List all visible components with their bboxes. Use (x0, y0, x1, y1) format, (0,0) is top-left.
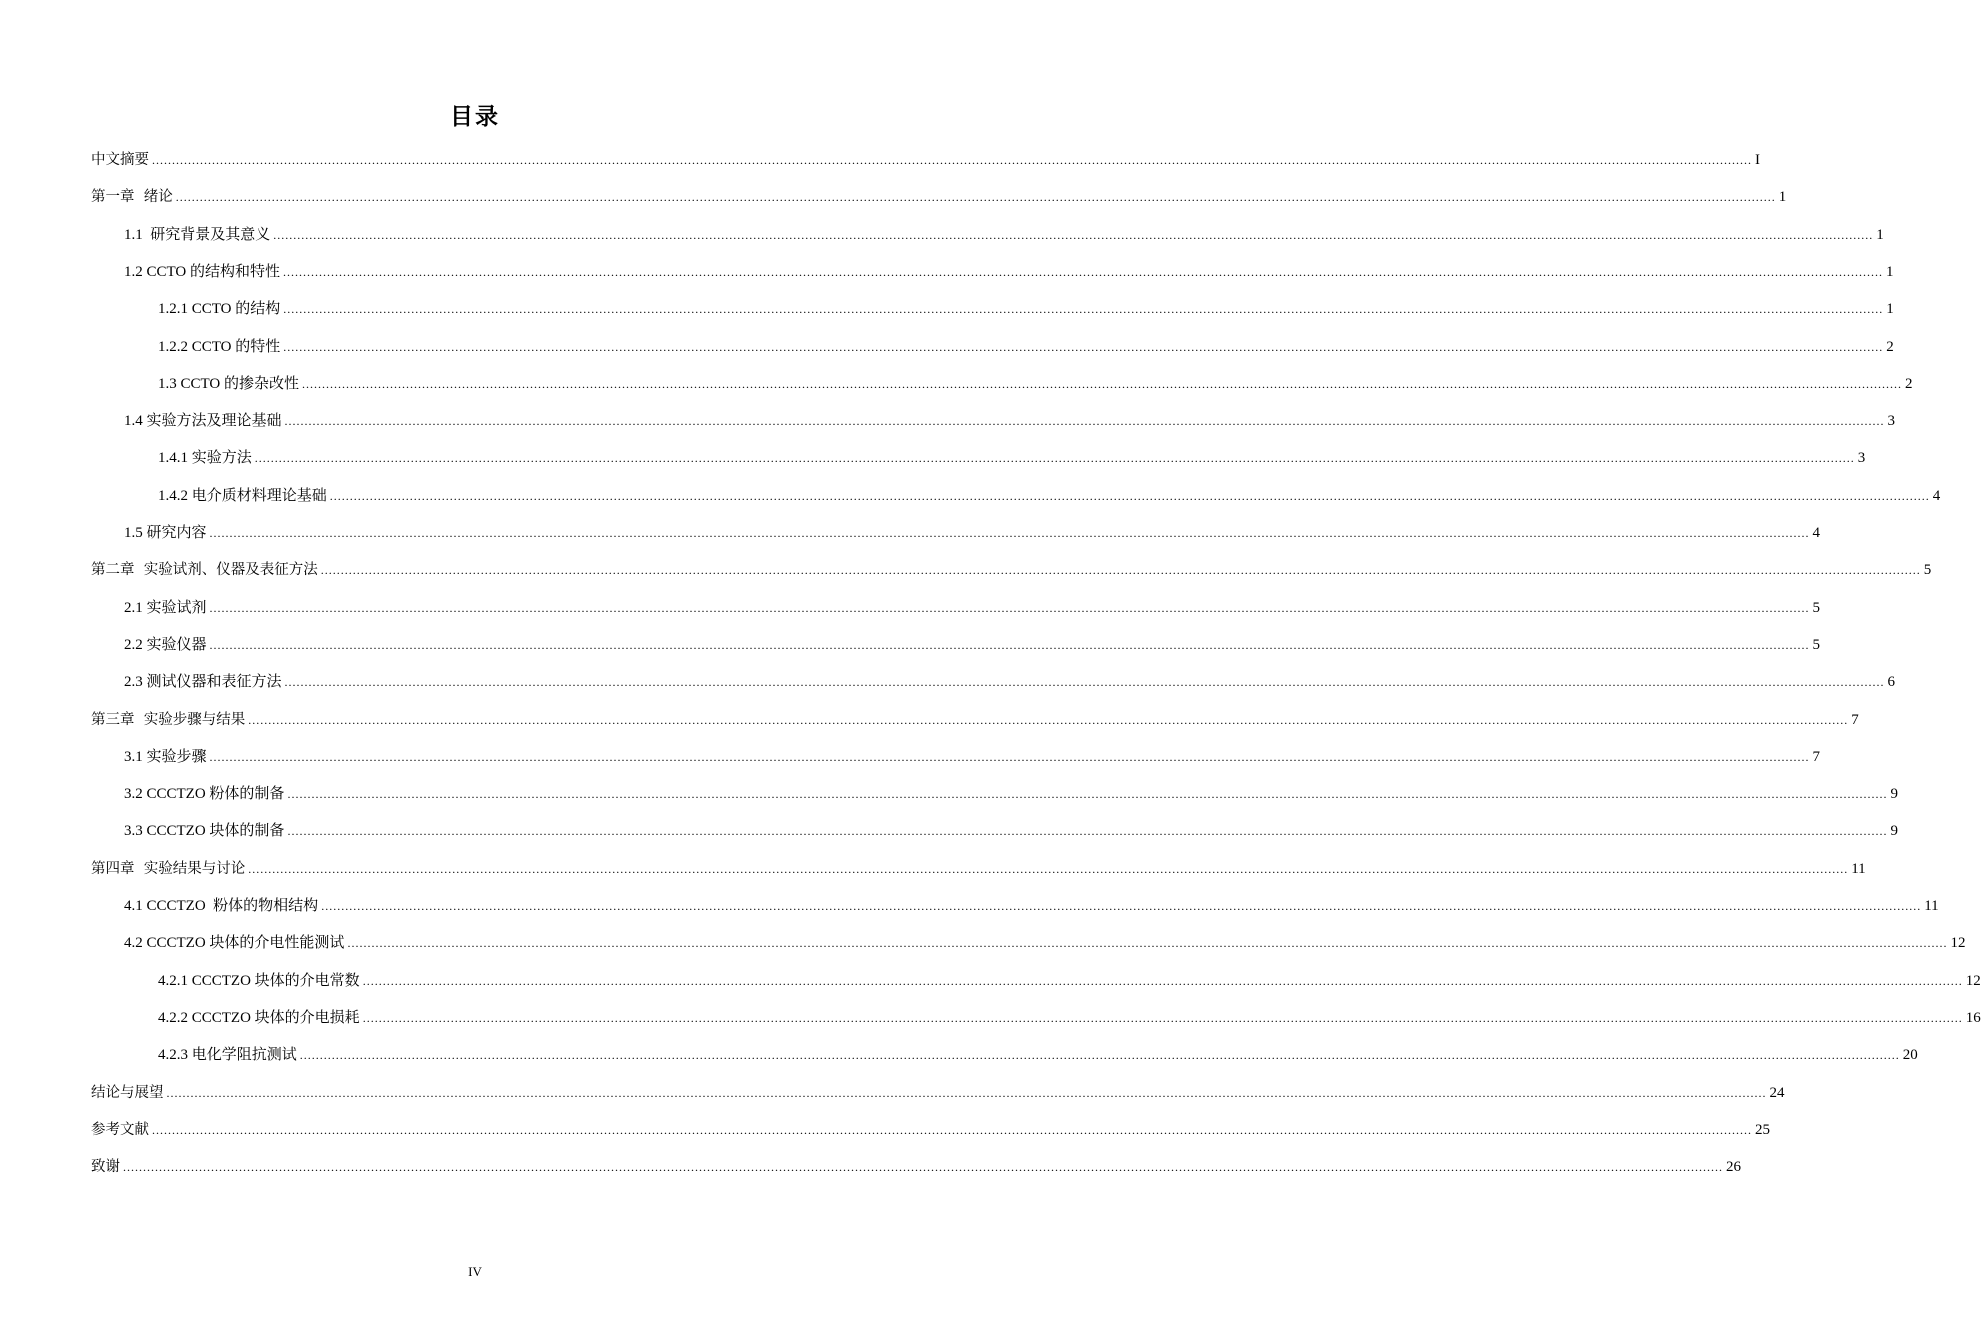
toc-entry-page: 5 (1812, 636, 1821, 653)
toc-entry-page: 11 (1924, 898, 1939, 914)
toc-entry[interactable] (158, 446, 1866, 470)
toc-entry[interactable] (91, 857, 1866, 881)
toc-entry-title: 1.5 研究内容 (124, 525, 207, 541)
toc-entry-page: 9 (1890, 786, 1898, 803)
toc-entry[interactable] (124, 819, 1898, 843)
toc-leader-dots: ................................................................................................................................................................................................................................................................................................................................................................................................................ (329, 488, 1930, 503)
toc-entry[interactable] (158, 1043, 1918, 1067)
toc-entry-page: 4 (1812, 525, 1821, 541)
toc-entry-title: 4.2.2 CCCTZO 块体的介电损耗 (158, 1009, 360, 1026)
toc-entry[interactable] (124, 670, 1896, 694)
toc-entry[interactable] (91, 1118, 1770, 1142)
toc-entry-title: 4.1 CCCTZO 粉体的物相结构 (124, 898, 319, 914)
toc-leader-dots: ................................................................................................................................................................................................................................................................................................................................................................................................................ (347, 936, 1948, 951)
toc-leader-dots: ................................................................................................................................................................................................................................................................................................................................................................................................................ (166, 1085, 1767, 1100)
toc-entry[interactable] (158, 1006, 1981, 1030)
toc-entry[interactable] (124, 260, 1894, 284)
toc-entry-page: I (1755, 152, 1760, 168)
toc-entry[interactable] (158, 372, 1913, 396)
toc-entry-page: 1 (1886, 263, 1894, 280)
toc-entry[interactable] (91, 558, 1932, 582)
toc-entry-page: 24 (1769, 1084, 1785, 1101)
toc-leader-dots: ................................................................................................................................................................................................................................................................................................................................................................................................................ (284, 675, 1885, 690)
toc-entry-title: 第二章 实验试剂、仪器及表征方法 (91, 562, 318, 579)
toc-entry[interactable] (91, 148, 1760, 172)
toc-entry[interactable] (124, 223, 1884, 247)
toc-entry[interactable] (91, 185, 1787, 209)
toc-entry-title: 3.3 CCCTZO 块体的制备 (124, 823, 285, 840)
toc-leader-dots: ................................................................................................................................................................................................................................................................................................................................................................................................................ (209, 637, 1810, 652)
toc-entry[interactable] (124, 745, 1821, 769)
toc-entry-page: 16 (1965, 1009, 1981, 1026)
toc-leader-dots: ................................................................................................................................................................................................................................................................................................................................................................................................................ (209, 600, 1810, 615)
toc-entry-title: 2.3 测试仪器和表征方法 (124, 674, 282, 691)
toc-leader-dots: ................................................................................................................................................................................................................................................................................................................................................................................................................ (284, 414, 1885, 429)
toc-entry-page: 26 (1726, 1159, 1741, 1176)
toc-entry-title: 第三章 实验步骤与结果 (91, 711, 246, 728)
toc-entry-page: 5 (1923, 562, 1932, 579)
toc-entry[interactable] (158, 484, 1941, 508)
toc-entry-page: 3 (1887, 413, 1896, 430)
toc-leader-dots: ................................................................................................................................................................................................................................................................................................................................................................................................................ (287, 787, 1888, 802)
toc-leader-dots: ................................................................................................................................................................................................................................................................................................................................................................................................................ (209, 526, 1810, 540)
toc-leader-dots: ................................................................................................................................................................................................................................................................................................................................................................................................................ (362, 1010, 1963, 1025)
toc-entry[interactable] (124, 633, 1821, 657)
toc-entry-title: 第四章 实验结果与讨论 (91, 860, 246, 877)
toc-entry-page: 20 (1902, 1047, 1918, 1064)
toc-entry-page: 1 (1778, 189, 1787, 206)
toc-entry[interactable] (124, 409, 1896, 433)
toc-entry-page: 12 (1965, 972, 1981, 989)
toc-entry-title: 1.1 研究背景及其意义 (124, 226, 271, 243)
toc-leader-dots: ................................................................................................................................................................................................................................................................................................................................................................................................................ (321, 899, 1922, 913)
toc-entry-page: 11 (1851, 860, 1866, 877)
toc-leader-dots: ................................................................................................................................................................................................................................................................................................................................................................................................................ (273, 227, 1874, 242)
toc-entry-title: 1.4.2 电介质材料理论基础 (158, 487, 327, 504)
toc-leader-dots: ................................................................................................................................................................................................................................................................................................................................................................................................................ (283, 339, 1884, 354)
toc-entry-title: 第一章 绪论 (91, 189, 173, 206)
toc-entry[interactable] (124, 894, 1939, 918)
toc-entry-title: 1.3 CCTO 的掺杂改性 (158, 375, 299, 392)
toc-leader-dots: ................................................................................................................................................................................................................................................................................................................................................................................................................ (123, 1160, 1723, 1175)
toc-leader-dots: ................................................................................................................................................................................................................................................................................................................................................................................................................ (209, 749, 1810, 764)
toc-entry-page: 4 (1932, 487, 1941, 504)
toc-entry-title: 1.2 CCTO 的结构和特性 (124, 263, 280, 280)
toc-leader-dots: ................................................................................................................................................................................................................................................................................................................................................................................................................ (299, 1048, 1900, 1063)
toc-entry-title: 结论与展望 (91, 1084, 164, 1101)
toc-leader-dots: ................................................................................................................................................................................................................................................................................................................................................................................................................ (248, 712, 1849, 727)
toc-leader-dots: ................................................................................................................................................................................................................................................................................................................................................................................................................ (362, 973, 1963, 988)
toc-entry[interactable] (124, 521, 1821, 545)
toc-leader-dots: ................................................................................................................................................................................................................................................................................................................................................................................................................ (254, 451, 1855, 466)
toc-entry-page: 7 (1812, 748, 1821, 765)
toc-entry-title: 1.2.1 CCTO 的结构 (158, 301, 281, 318)
toc-entry[interactable] (91, 1155, 1741, 1179)
toc-entry[interactable] (124, 596, 1821, 620)
toc-entry[interactable] (158, 297, 1894, 321)
toc-entry-title: 1.2.2 CCTO 的特性 (158, 338, 281, 355)
toc-entry-page: 12 (1950, 935, 1966, 952)
toc-leader-dots: ................................................................................................................................................................................................................................................................................................................................................................................................................ (302, 376, 1902, 391)
toc-leader-dots: ................................................................................................................................................................................................................................................................................................................................................................................................................ (152, 153, 1752, 167)
toc-entry-page: 2 (1905, 375, 1913, 392)
toc-entry-title: 1.4.1 实验方法 (158, 450, 252, 467)
toc-entry-title: 4.2.3 电化学阻抗测试 (158, 1047, 297, 1064)
page-title: 目录 (450, 104, 500, 130)
toc-entry-page: 1 (1876, 226, 1884, 243)
toc-leader-dots: ................................................................................................................................................................................................................................................................................................................................................................................................................ (152, 1122, 1752, 1137)
toc-entry-page: 6 (1887, 674, 1896, 691)
toc-entry-page: 9 (1890, 823, 1898, 840)
toc-leader-dots: ................................................................................................................................................................................................................................................................................................................................................................................................................ (248, 861, 1849, 876)
toc-entry-title: 参考文献 (91, 1121, 149, 1138)
toc-entry-title: 致谢 (91, 1159, 120, 1176)
toc-leader-dots: ................................................................................................................................................................................................................................................................................................................................................................................................................ (175, 190, 1776, 205)
toc-leader-dots: ................................................................................................................................................................................................................................................................................................................................................................................................................ (283, 264, 1883, 279)
toc-entry[interactable] (158, 335, 1894, 359)
toc-entry-title: 4.2 CCCTZO 块体的介电性能测试 (124, 935, 345, 952)
toc-leader-dots: ................................................................................................................................................................................................................................................................................................................................................................................................................ (287, 824, 1888, 839)
toc-entry[interactable] (91, 708, 1859, 732)
toc-entry-page: 5 (1812, 599, 1821, 616)
toc-entry-title: 2.1 实验试剂 (124, 599, 207, 616)
page-number: IV (468, 1264, 482, 1279)
toc-entry[interactable] (124, 931, 1966, 955)
toc-leader-dots: ................................................................................................................................................................................................................................................................................................................................................................................................................ (320, 563, 1921, 578)
toc-entry-title: 中文摘要 (91, 152, 149, 168)
toc-entry-title: 3.2 CCCTZO 粉体的制备 (124, 786, 285, 803)
toc-entry-page: 2 (1886, 338, 1894, 355)
toc-entry[interactable] (91, 1081, 1785, 1105)
toc-entry-page: 25 (1755, 1121, 1770, 1138)
toc-entry[interactable] (124, 782, 1898, 806)
toc-leader-dots: ................................................................................................................................................................................................................................................................................................................................................................................................................ (283, 302, 1884, 317)
toc-entry[interactable] (158, 969, 1981, 993)
toc-entry-page: 3 (1857, 450, 1866, 467)
toc-entry-title: 3.1 实验步骤 (124, 748, 207, 765)
toc-entry-title: 1.4 实验方法及理论基础 (124, 413, 282, 430)
toc-entry-page: 7 (1851, 711, 1859, 728)
toc-entry-page: 1 (1886, 301, 1894, 318)
toc-entry-title: 4.2.1 CCCTZO 块体的介电常数 (158, 972, 360, 989)
toc-entry-title: 2.2 实验仪器 (124, 636, 207, 653)
